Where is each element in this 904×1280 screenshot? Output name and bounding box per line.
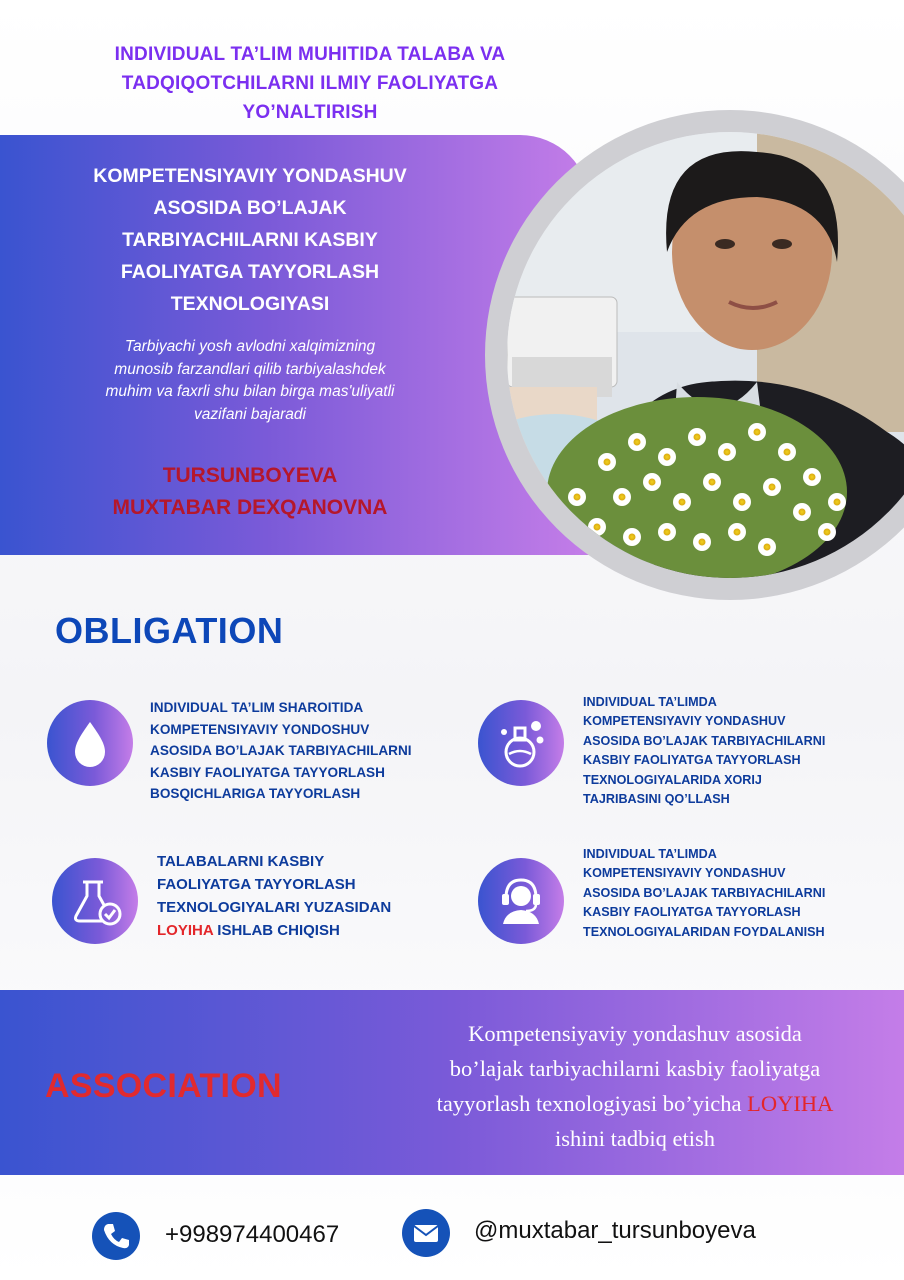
obligation-line: KOMPETENSIYAVIY YONDOSHUV: [150, 721, 370, 737]
obligation-line: KASBIY FAOLIYATGA TAYYORLASH: [583, 905, 801, 920]
quote-line: Tarbiyachi yosh avlodni xalqimizning: [124, 338, 376, 355]
obligation-line: ASOSIDA BO’LAJAK TARBIYACHILARNI: [150, 743, 412, 758]
association-line: ishini tadbiq etish: [555, 1126, 715, 1151]
document-subtitle: [40, 40, 580, 127]
association-line: [380, 1086, 890, 1121]
association-line: bo’lajak tarbiyachilarni kasbiy faoliyatga: [449, 1056, 821, 1081]
subtitle-line: YO’NALTIRISH: [242, 102, 378, 123]
subtitle-line: TADQIQOTCHILARNI ILMIY FAOLIYATGA: [121, 73, 499, 94]
obligation-item-1: [150, 697, 480, 805]
obligation-line: BOSQICHLARIGA TAYYORLASH: [150, 786, 361, 801]
association-text: [380, 1016, 890, 1156]
hero-title-line: FAOLIYATGA TAYYORLASH: [120, 261, 380, 283]
hero-title-line: KOMPETENSIYAVIY YONDASHUV: [93, 165, 407, 187]
author-surname: TURSUNBOYEVA: [162, 464, 338, 487]
project-highlight: LOYIHA: [157, 922, 214, 939]
hero-title-line: ASOSIDA BO’LAJAK: [153, 197, 347, 219]
subtitle-line: INDIVIDUAL TA’LIM MUHITIDA TALABA VA: [114, 44, 506, 65]
envelope-icon[interactable]: [402, 1209, 450, 1257]
obligation-line: FAOLIYATGA TAYYORLASH: [157, 876, 356, 893]
author-given-name: MUXTABAR DEXQANOVNA: [112, 496, 388, 519]
obligation-line: KASBIY FAOLIYATGA TAYYORLASH: [150, 764, 385, 780]
obligation-line: [157, 919, 457, 942]
drop-icon: [47, 700, 133, 786]
association-heading: ASSOCIATION: [45, 1067, 282, 1105]
obligation-line: TEXNOLOGIYALARI YUZASIDAN: [157, 899, 392, 916]
quote-line: munosib farzandlari qilib tarbiyalashdek: [114, 360, 386, 378]
hero-title: [40, 160, 460, 320]
obligation-item-4: [583, 845, 883, 942]
association-line-prefix: tayyorlash texnologiyasi bo’yicha: [436, 1091, 748, 1116]
association-line: Kompetensiyaviy yondashuv asosida: [468, 1021, 802, 1046]
quote-line: vazifani bajaradi: [193, 405, 306, 423]
project-highlight: LOYIHA: [747, 1091, 834, 1116]
obligation-item-3: [157, 850, 457, 942]
hero-quote: [50, 336, 450, 426]
email-handle[interactable]: @muxtabar_tursunboyeva: [474, 1217, 756, 1244]
support-agent-icon: [478, 858, 564, 944]
obligation-line: TEXNOLOGIYALARIDAN FOYDALANISH: [583, 924, 825, 939]
obligation-line: KOMPETENSIYAVIY YONDASHUV: [583, 866, 786, 881]
phone-icon[interactable]: [92, 1212, 140, 1260]
obligation-line-rest: ISHLAB CHIQISH: [213, 922, 340, 939]
obligation-line: ASOSIDA BO’LAJAK TARBIYACHILARNI: [583, 885, 826, 900]
obligation-line: KASBIY FAOLIYATGA TAYYORLASH: [583, 753, 801, 768]
flask-check-icon: [52, 858, 138, 944]
obligation-item-2: [583, 693, 883, 809]
hero-title-line: TEXNOLOGIYASI: [170, 293, 330, 315]
author-name: [40, 460, 460, 524]
hero-title-line: TARBIYACHILARNI KASBIY: [122, 229, 378, 251]
flask-bubbles-icon: [478, 700, 564, 786]
obligation-line: TALABALARNI KASBIY: [157, 853, 325, 870]
obligation-line: INDIVIDUAL TA’LIMDA: [583, 847, 717, 861]
obligation-line: ASOSIDA BO’LAJAK TARBIYACHILARNI: [583, 733, 826, 748]
obligation-line: TAJRIBASINI QO’LLASH: [583, 792, 730, 807]
obligation-heading: OBLIGATION: [55, 610, 284, 651]
obligation-line: INDIVIDUAL TA’LIMDA: [583, 695, 717, 709]
obligation-line: KOMPETENSIYAVIY YONDASHUV: [583, 714, 786, 729]
quote-line: muhim va faxrli shu bilan birga mas'uliyatli: [105, 383, 395, 400]
obligation-line: TEXNOLOGIYALARIDA XORIJ: [583, 772, 762, 787]
phone-number[interactable]: +998974400467: [165, 1221, 340, 1248]
obligation-line: INDIVIDUAL TA’LIM SHAROITIDA: [150, 700, 364, 715]
